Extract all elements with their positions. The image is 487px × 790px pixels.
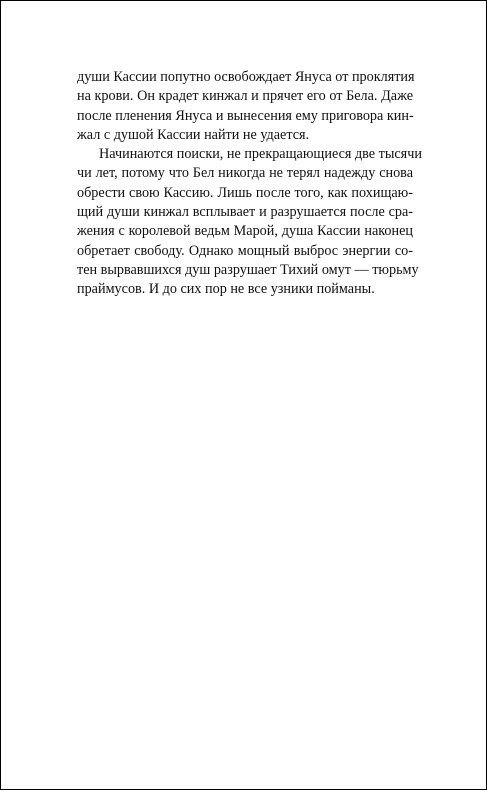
text-line: жения с королевой ведьм Марой, душа Кассии наконец <box>77 223 413 240</box>
text-line: жал с душой Кассии найти не удается. <box>77 126 310 143</box>
text-line: на крови. Он крадет кинжал и прячет его от Бела. Даже <box>77 88 413 105</box>
text-line: праймусов. И до сих пор не все узники пойманы. <box>77 281 375 298</box>
text-line: обрести свою Кассию. Лишь после того, как похищаю- <box>77 184 413 201</box>
text-line: тен вырвавшихся душ разрушает Тихий омут — тюрьму <box>77 261 419 278</box>
body-text <box>77 68 422 300</box>
paragraph-2 <box>77 145 422 299</box>
text-line: чи лет, потому что Бел никогда не терял надежду снова <box>77 165 413 182</box>
text-line: Начинаются поиски, не прекращающиеся две тысячи <box>99 146 422 163</box>
text-line: щий души кинжал всплывает и разрушается после сра- <box>77 204 413 221</box>
text-line: души Кассии попутно освобождает Януса от проклятия <box>77 69 415 85</box>
text-line: обретает свободу. Однако мощный выброс энергии со- <box>77 242 413 259</box>
text-line: после пленения Януса и вынесения ему приговора кин- <box>77 107 414 124</box>
paragraph-1 <box>77 68 413 145</box>
